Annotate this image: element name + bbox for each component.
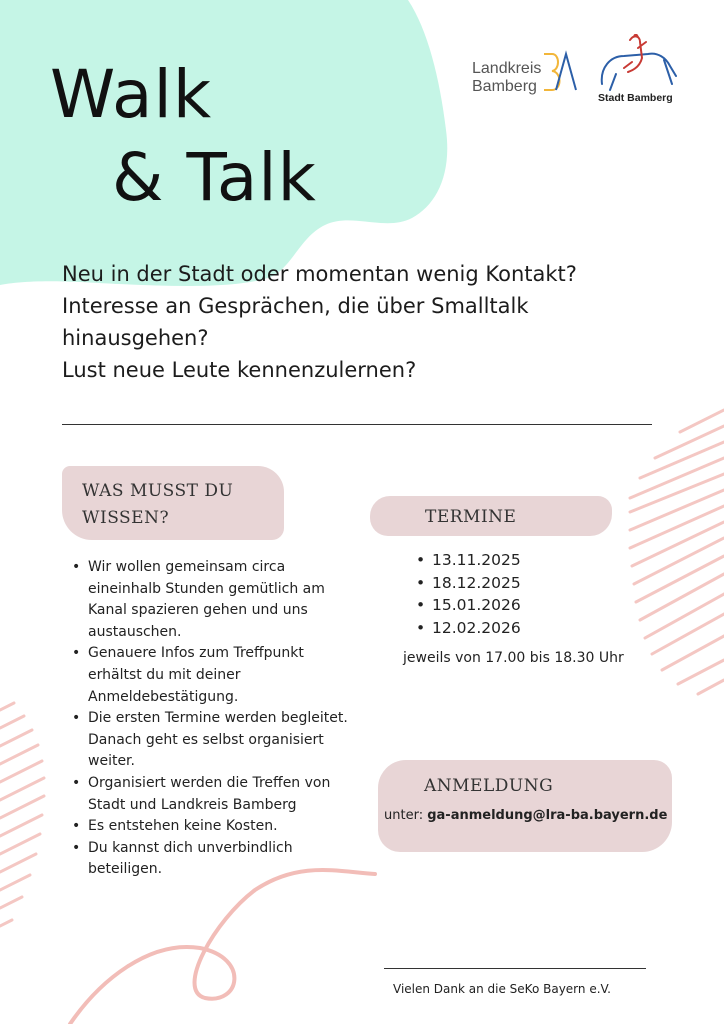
intro-line-2: Interesse an Gesprächen, die über Smalltalk bbox=[62, 294, 529, 318]
intro-line-1: Neu in der Stadt oder momentan wenig Kontakt? bbox=[62, 262, 577, 286]
anmeldung-email-link[interactable]: ga-anmeldung@lra-ba.bayern.de bbox=[427, 808, 668, 823]
intro-line-4: Lust neue Leute kennenzulernen? bbox=[62, 358, 417, 382]
intro-text bbox=[62, 258, 682, 386]
stripes-right bbox=[630, 410, 724, 694]
anmeldung-heading: ANMELDUNG bbox=[424, 776, 554, 796]
termine-list bbox=[416, 549, 521, 639]
intro-line-3: hinausgehen? bbox=[62, 326, 209, 350]
title-talk: & Talk bbox=[112, 139, 317, 216]
title-walk: Walk bbox=[50, 56, 213, 133]
date-item: • 15.01.2026 bbox=[416, 594, 521, 617]
anmeldung-line bbox=[384, 808, 667, 823]
stadt-bamberg-logo bbox=[594, 34, 680, 110]
logo-stadt-text: Stadt Bamberg bbox=[598, 92, 673, 104]
wissen-list bbox=[70, 557, 350, 881]
logo-landkreis-line2: Bamberg bbox=[472, 78, 537, 95]
date-item: • 13.11.2025 bbox=[416, 549, 521, 572]
list-item: • Organisiert werden die Treffen von Stadt und Landkreis Bamberg bbox=[70, 773, 350, 816]
anmeldung-box bbox=[378, 760, 672, 852]
termine-heading: TERMINE bbox=[425, 507, 517, 527]
termine-heading-box bbox=[370, 496, 612, 536]
divider bbox=[62, 424, 652, 425]
wissen-heading: WAS MUSST DU WISSEN? bbox=[82, 481, 234, 528]
list-item: • Genauere Infos zum Treffpunkt erhältst du mit deiner Anmeldebestätigung. bbox=[70, 643, 350, 708]
logo-landkreis-line1: Landkreis bbox=[472, 60, 542, 77]
list-item: • Die ersten Termine werden begleitet. Danach geht es selbst organisiert weiter. bbox=[70, 708, 350, 773]
footer-divider bbox=[384, 968, 646, 969]
termine-time-note: jeweils von 17.00 bis 18.30 Uhr bbox=[403, 650, 624, 666]
footer-thanks: Vielen Dank an die SeKo Bayern e.V. bbox=[393, 982, 611, 996]
list-item: • Wir wollen gemeinsam circa eineinhalb Stunden gemütlich am Kanal spazieren gehen und uns austauschen. bbox=[70, 557, 350, 643]
list-item: • Es entstehen keine Kosten. bbox=[70, 816, 350, 838]
curly-line bbox=[70, 870, 375, 1024]
rider-icon bbox=[594, 34, 680, 92]
ba-monogram-icon bbox=[472, 46, 582, 106]
anmeldung-prefix: unter: bbox=[384, 808, 424, 823]
date-item: • 18.12.2025 bbox=[416, 572, 521, 595]
landkreis-bamberg-logo bbox=[472, 46, 582, 106]
wissen-heading-box bbox=[62, 466, 284, 540]
stripes-left bbox=[0, 703, 44, 926]
list-item: • Du kannst dich unverbindlich beteiligen. bbox=[70, 838, 350, 881]
date-item: • 12.02.2026 bbox=[416, 617, 521, 640]
